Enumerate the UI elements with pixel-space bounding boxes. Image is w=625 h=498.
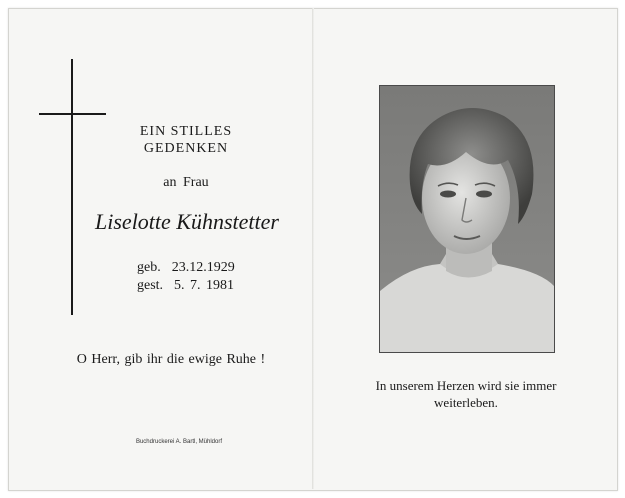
prayer-text: O Herr, gib ihr die ewige Ruhe ! [76,352,266,367]
cross-icon-vertical-bar [71,59,73,315]
epitaph-line-1: In unserem Herzen wird sie immer [375,378,557,393]
cross-icon-horizontal-bar [39,113,106,115]
right-page [315,9,617,490]
card-fold-line [312,8,314,489]
heading-line-1: EIN STILLES [139,124,233,139]
birth-date: geb. 23.12.1929 [137,260,235,275]
portrait-photo [379,85,555,353]
dedication-line: an Frau [163,175,209,190]
life-dates [137,259,235,295]
epitaph-line-2: weiterleben. [434,395,498,410]
left-page [9,9,313,490]
death-date: gest. 5. 7. 1981 [137,278,235,293]
printer-imprint: Buchdruckerei A. Bartl, Mühldorf [135,439,223,445]
portrait-image [380,86,554,352]
epitaph-text [331,377,601,411]
deceased-name: Liselotte Kühnstetter [95,209,279,234]
memorial-heading [121,123,251,157]
heading-line-2: GEDENKEN [143,141,229,156]
